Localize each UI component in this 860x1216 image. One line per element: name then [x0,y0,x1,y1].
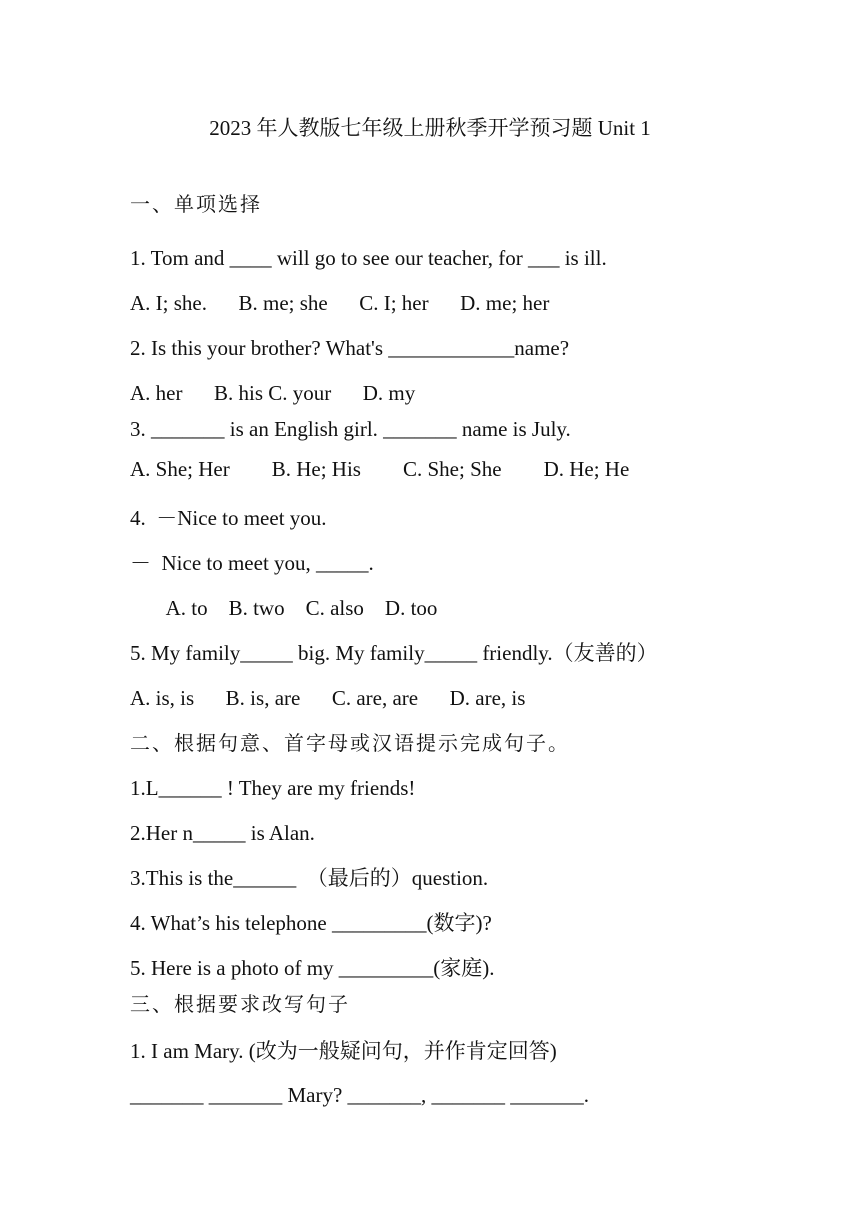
rewrite-1-answer-blanks: _______ _______ Mary? _______, _______ _______. [130,1083,590,1107]
document-title: 2023 年人教版七年级上册秋季开学预习题 Unit 1 [209,116,651,140]
section-3-heading: 三、根据要求改写句子 [130,992,350,1016]
fill-item-2: 2.Her n_____ is Alan. [130,821,315,845]
question-5-stem: 5. My family_____ big. My family_____ friendly.（友善的） [130,641,658,665]
section-2-heading: 二、根据句意、首字母或汉语提示完成句子。 [130,731,570,755]
fill-item-3: 3.This is the______ （最后的）question. [130,866,489,890]
question-5-options: A. is, is B. is, are C. are, are D. are, is [130,686,526,710]
question-4-reply: － Nice to meet you, _____. [130,551,374,575]
question-1-stem: 1. Tom and ____ will go to see our teacher, for ___ is ill. [130,246,607,270]
fill-item-5: 5. Here is a photo of my _________(家庭). [130,956,495,980]
question-3-options: A. She; Her B. He; His C. She; She D. He; He [130,457,630,481]
question-1-options: A. I; she. B. me; she C. I; her D. me; her [130,291,550,315]
question-3-stem: 3. _______ is an English girl. _______ name is July. [130,417,571,441]
fill-item-1: 1.L______ ! They are my friends! [130,776,416,800]
fill-item-4: 4. What’s his telephone _________(数字)? [130,911,492,935]
question-4-stem: 4. －Nice to meet you. [130,506,327,530]
section-1-heading: 一、单项选择 [130,192,262,216]
question-2-options: A. her B. his C. your D. my [130,381,416,405]
rewrite-1-stem: 1. I am Mary. (改为一般疑问句，并作肯定回答) [130,1039,557,1063]
question-2-stem: 2. Is this your brother? What's ____________name? [130,336,570,360]
question-4-options: A. to B. two C. also D. too [130,596,438,620]
